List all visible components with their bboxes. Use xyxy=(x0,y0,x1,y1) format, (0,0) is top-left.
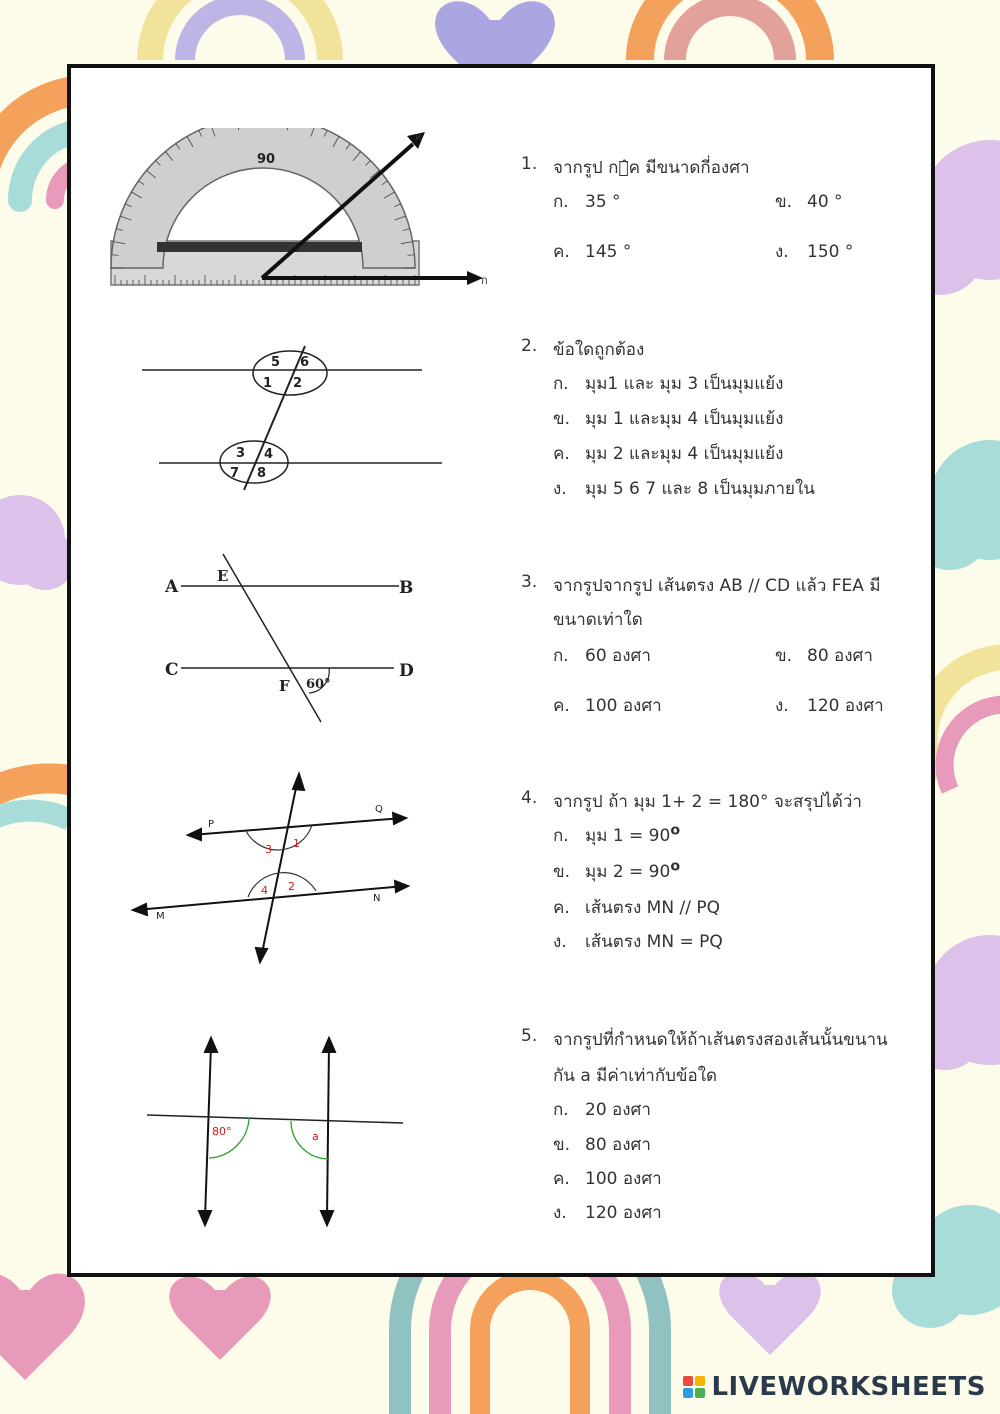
angle-label-3: 3 xyxy=(265,843,272,856)
option-label: ก. xyxy=(553,1100,569,1120)
degree-superscript: o xyxy=(670,822,681,839)
line-label-n: N xyxy=(373,893,381,904)
angle-label-4: 4 xyxy=(261,884,268,897)
option-a[interactable] xyxy=(553,822,680,849)
point-label-f: F xyxy=(279,677,290,695)
option-text: 35 ° xyxy=(585,192,621,212)
option-label: ง. xyxy=(553,932,567,952)
option-text: 80 องศา xyxy=(585,1135,651,1155)
angle-label-4: 4 xyxy=(264,447,274,462)
question-text-line-2: ขนาดเท่าใด xyxy=(553,610,643,630)
line-label-q: Q xyxy=(375,804,383,815)
option-text: 120 องศา xyxy=(807,696,884,716)
option-c[interactable] xyxy=(553,238,631,265)
option-c[interactable] xyxy=(553,692,662,719)
option-label: ง. xyxy=(775,696,789,716)
rainbow-decoration-top-center xyxy=(150,0,330,60)
option-label: ก. xyxy=(553,374,569,394)
line-label-p: P xyxy=(208,819,215,830)
angle-label-80: 80° xyxy=(212,1125,232,1138)
option-text: มุม 2 = 90 xyxy=(585,862,671,882)
question-number: 4. xyxy=(521,788,538,808)
question-number: 1. xyxy=(521,154,538,174)
point-label-a: A xyxy=(165,577,179,597)
option-label: ข. xyxy=(775,646,793,666)
protractor-center-label: 90 xyxy=(257,152,276,167)
angle-label-3: 3 xyxy=(236,446,246,461)
point-label-b: B xyxy=(399,578,414,598)
option-b[interactable] xyxy=(553,858,680,885)
option-c[interactable] xyxy=(553,1165,662,1192)
option-label: ข. xyxy=(775,192,793,212)
option-text: 100 องศา xyxy=(585,1169,662,1189)
option-d[interactable] xyxy=(553,1199,662,1226)
option-text: 20 องศา xyxy=(585,1100,651,1120)
question-text-line-1: จากรูปที่กำหนดให้ถ้าเส้นตรงสองเส้นนั้นขนาน xyxy=(553,1030,888,1050)
brand-name: LIVEWORKSHEETS xyxy=(711,1372,986,1402)
option-b[interactable] xyxy=(553,1131,651,1158)
option-text: เส้นตรง MN = PQ xyxy=(585,932,723,952)
question-text: จากรูป กข̂ค มีขนาดกี่องศา xyxy=(553,158,750,178)
parallel-lines-figure-2 xyxy=(137,338,447,498)
option-label: ข. xyxy=(553,862,571,882)
option-text: 120 องศา xyxy=(585,1203,662,1223)
transversal-figure-4 xyxy=(123,768,423,968)
question-text-line-1: จากรูปจากรูป เส้นตรง AB // CD แล้ว FEA มี xyxy=(553,576,881,596)
option-c[interactable] xyxy=(553,894,720,921)
angle-label-8: 8 xyxy=(257,466,267,481)
angle-label-60: 60° xyxy=(306,677,331,692)
heart-decoration-bottom-left xyxy=(0,1274,85,1380)
angle-label-a: a xyxy=(312,1130,319,1143)
rainbow-decoration-right xyxy=(925,657,1000,790)
degree-superscript: o xyxy=(670,858,681,875)
heart-decoration-bottom-center xyxy=(169,1277,270,1360)
option-text: มุม 1 = 90 xyxy=(585,826,671,846)
option-d[interactable] xyxy=(553,475,815,502)
point-label-d: D xyxy=(399,661,414,681)
angle-label-1: 1 xyxy=(293,837,300,850)
option-text: 40 ° xyxy=(807,192,843,212)
option-a[interactable] xyxy=(553,370,783,397)
angle-label-7: 7 xyxy=(230,466,240,481)
parallel-lines-figure-3 xyxy=(159,548,429,728)
protractor-figure xyxy=(107,128,527,298)
question-number: 3. xyxy=(521,572,538,592)
rainbow-decoration-top-right xyxy=(640,0,820,60)
option-label: ง. xyxy=(553,1203,567,1223)
option-b[interactable] xyxy=(553,405,783,432)
option-b[interactable] xyxy=(775,642,873,669)
angle-label-2: 2 xyxy=(288,880,295,893)
option-b[interactable] xyxy=(775,188,843,215)
parallel-lines-figure-5 xyxy=(141,1028,411,1233)
option-text: 80 องศา xyxy=(807,646,873,666)
option-text: เส้นตรง MN // PQ xyxy=(585,898,720,918)
option-c[interactable] xyxy=(553,440,783,467)
brand-icon xyxy=(683,1376,705,1398)
option-text: มุม1 และ มุม 3 เป็นมุมแย้ง xyxy=(585,374,784,394)
option-label: ข. xyxy=(553,1135,571,1155)
option-a[interactable] xyxy=(553,188,621,215)
cloud-decoration-left xyxy=(0,495,75,590)
option-text: 150 ° xyxy=(807,242,854,262)
rainbow-decoration-left xyxy=(0,778,70,900)
line-label-m: M xyxy=(156,911,165,922)
option-label: ค. xyxy=(553,1169,570,1189)
option-label: ค. xyxy=(553,242,570,262)
question-text-line-2: กัน a มีค่าเท่ากับข้อใด xyxy=(553,1066,718,1086)
angle-arc-80 xyxy=(209,1118,249,1158)
option-label: ค. xyxy=(553,898,570,918)
angle-label-2: 2 xyxy=(293,376,303,391)
option-d[interactable] xyxy=(553,928,723,955)
angle-label-6: 6 xyxy=(300,355,310,370)
point-label-e: E xyxy=(217,567,229,585)
option-label: ก. xyxy=(553,646,569,666)
liveworksheets-logo[interactable] xyxy=(683,1372,986,1402)
option-text: มุม 1 และมุม 4 เป็นมุมแย้ง xyxy=(585,409,784,429)
question-text: ข้อใดถูกต้อง xyxy=(553,340,645,360)
point-label-c: C xyxy=(165,660,179,680)
heart-decoration-bottom-right xyxy=(719,1272,820,1355)
angle-arc-a xyxy=(291,1121,328,1159)
option-a[interactable] xyxy=(553,1096,651,1123)
option-label: ค. xyxy=(553,696,570,716)
worksheet-sheet xyxy=(67,64,935,1277)
option-label: ง. xyxy=(553,479,567,499)
option-text: 145 ° xyxy=(585,242,632,262)
option-label: ข. xyxy=(553,409,571,429)
angle-label-1: 1 xyxy=(263,376,273,391)
option-text: 100 องศา xyxy=(585,696,662,716)
question-number: 2. xyxy=(521,336,538,356)
ray-label-b: ก xyxy=(481,274,488,287)
option-d[interactable] xyxy=(775,692,884,719)
option-d[interactable] xyxy=(775,238,853,265)
option-label: ก. xyxy=(553,192,569,212)
option-label: ก. xyxy=(553,826,569,846)
option-label: ค. xyxy=(553,444,570,464)
option-text: มุม 5 6 7 และ 8 เป็นมุมภายใน xyxy=(585,479,815,499)
option-a[interactable] xyxy=(553,642,651,669)
option-label: ง. xyxy=(775,242,789,262)
question-number: 5. xyxy=(521,1026,538,1046)
option-text: มุม 2 และมุม 4 เป็นมุมแย้ง xyxy=(585,444,784,464)
angle-label-5: 5 xyxy=(271,355,281,370)
ray-label-a: ค xyxy=(415,130,423,143)
question-text: จากรูป ถ้า มุม 1+ 2 = 180° จะสรุปได้ว่า xyxy=(553,792,862,812)
option-text: 60 องศา xyxy=(585,646,651,666)
angle-arc-lower xyxy=(248,873,316,897)
